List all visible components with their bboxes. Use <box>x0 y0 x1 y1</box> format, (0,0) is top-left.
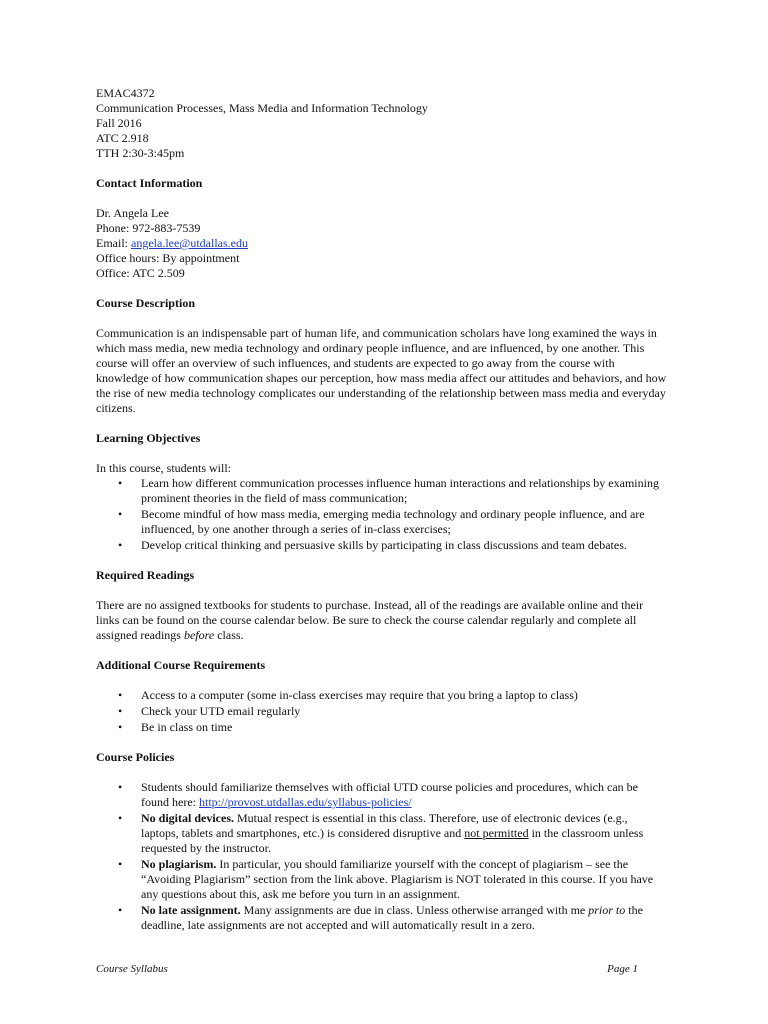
email-label: Email: <box>96 236 131 250</box>
policy-text-end: the deadline, late assignments are not accepted and will automatically result in a zero. <box>141 903 643 932</box>
contact-heading: Contact Information <box>96 176 203 190</box>
description-heading: Course Description <box>96 296 195 310</box>
course-code: EMAC4372 <box>96 86 155 100</box>
bullet-icon: • <box>118 704 123 718</box>
policy-title: No plagiarism. <box>141 857 217 871</box>
bullet-icon: • <box>118 780 123 794</box>
list-item-text: Be in class on time <box>141 720 233 734</box>
list-item-text: Access to a computer (some in-class exercises may require that you bring a laptop to class) <box>141 688 578 702</box>
bullet-icon: • <box>118 476 123 490</box>
list-item <box>96 780 668 810</box>
policy-text-end: in the classroom unless requested by the instructor. <box>141 826 644 855</box>
policies-heading: Course Policies <box>96 750 175 764</box>
page-footer <box>96 962 638 977</box>
list-item <box>96 688 668 703</box>
bullet-icon: • <box>118 811 123 825</box>
readings-text-end: class. <box>214 628 244 642</box>
policies-list <box>96 780 668 933</box>
list-item <box>96 538 668 553</box>
syllabus-page <box>96 86 668 934</box>
list-item-text: Become mindful of how mass media, emerging media technology and ordinary people influence, and are influenced, by one another through a series of in-class exercises; <box>141 507 645 536</box>
policies-link[interactable]: http://provost.utdallas.edu/syllabus-policies/ <box>198 795 412 809</box>
policy-text: Many assignments are due in class. Unless otherwise arranged with me <box>240 903 589 917</box>
requirements-list <box>96 688 668 735</box>
list-item <box>96 857 668 902</box>
objectives-list <box>96 476 668 553</box>
list-item <box>96 704 668 719</box>
list-item <box>96 507 668 537</box>
list-item <box>96 720 668 735</box>
bullet-icon: • <box>118 903 123 917</box>
readings-text <box>96 598 668 643</box>
course-title: Communication Processes, Mass Media and Information Technology <box>96 101 428 115</box>
course-term: Fall 2016 <box>96 116 142 130</box>
list-item <box>96 476 668 506</box>
list-item-text: Learn how different communication processes influence human interactions and relationships by examining prominent theories in the field of mass communication; <box>141 476 659 505</box>
bullet-icon: • <box>118 507 123 521</box>
policy-underline: not permitted <box>464 826 529 840</box>
policy-text: Students should familiarize themselves with official UTD course policies and procedures, which can be found here: <box>141 780 638 809</box>
policy-emphasis: prior to <box>588 903 626 917</box>
footer-title: Course Syllabus <box>96 963 168 975</box>
list-item-text: Check your UTD email regularly <box>141 704 301 718</box>
page-number: Page 1 <box>607 963 638 975</box>
readings-emphasis: before <box>183 628 215 642</box>
policy-text: In particular, you should familiarize yourself with the concept of plagiarism – see the “Avoiding Plagiarism” section from the link above. Plagiarism is NOT tolerated in this course. If you have any questions about this, ask me before you turn in an assignment. <box>141 857 654 901</box>
list-item <box>96 811 668 856</box>
bullet-icon: • <box>118 720 123 734</box>
policy-title: No late assignment. <box>141 903 241 917</box>
list-item <box>96 903 668 933</box>
policy-title: No digital devices. <box>141 811 234 825</box>
office-hours: Office hours: By appointment <box>96 251 240 265</box>
bullet-icon: • <box>118 538 123 552</box>
instructor-name: Dr. Angela Lee <box>96 206 169 220</box>
instructor-phone: Phone: 972-883-7539 <box>96 221 201 235</box>
readings-text-main: There are no assigned textbooks for students to purchase. Instead, all of the readings are available online and their links can be found on the course calendar below. Be sure to check the course calendar regularly and complete all assigned readings <box>96 598 644 642</box>
course-time: TTH 2:30-3:45pm <box>96 146 185 160</box>
bullet-icon: • <box>118 688 123 702</box>
email-link[interactable]: angela.lee@utdallas.edu <box>131 236 248 250</box>
objectives-intro: In this course, students will: <box>96 461 231 475</box>
list-item-text: Develop critical thinking and persuasive skills by participating in class discussions and team debates. <box>141 538 627 552</box>
policy-text: Mutual respect is essential in this class. Therefore, use of electronic devices (e.g., laptops, tablets and smartphones, etc.) is considered disruptive and <box>141 811 628 840</box>
bullet-icon: • <box>118 857 123 871</box>
requirements-heading: Additional Course Requirements <box>96 658 266 672</box>
description-text: Communication is an indispensable part of human life, and communication scholars have long examined the ways in which mass media, new media technology and ordinary people influence, and are influenced, by one another. This course will offer an overview of such influences, and students are expected to go away from the course with knowledge of how communication shapes our perception, how mass media affect our attitudes and behaviors, and how the rise of new media technology complicates our understanding of the relationship between mass media and everyday citizens. <box>96 326 667 415</box>
objectives-heading: Learning Objectives <box>96 431 201 445</box>
office-location: Office: ATC 2.509 <box>96 266 185 280</box>
instructor-email-line <box>96 236 668 251</box>
course-room: ATC 2.918 <box>96 131 149 145</box>
readings-heading: Required Readings <box>96 568 195 582</box>
